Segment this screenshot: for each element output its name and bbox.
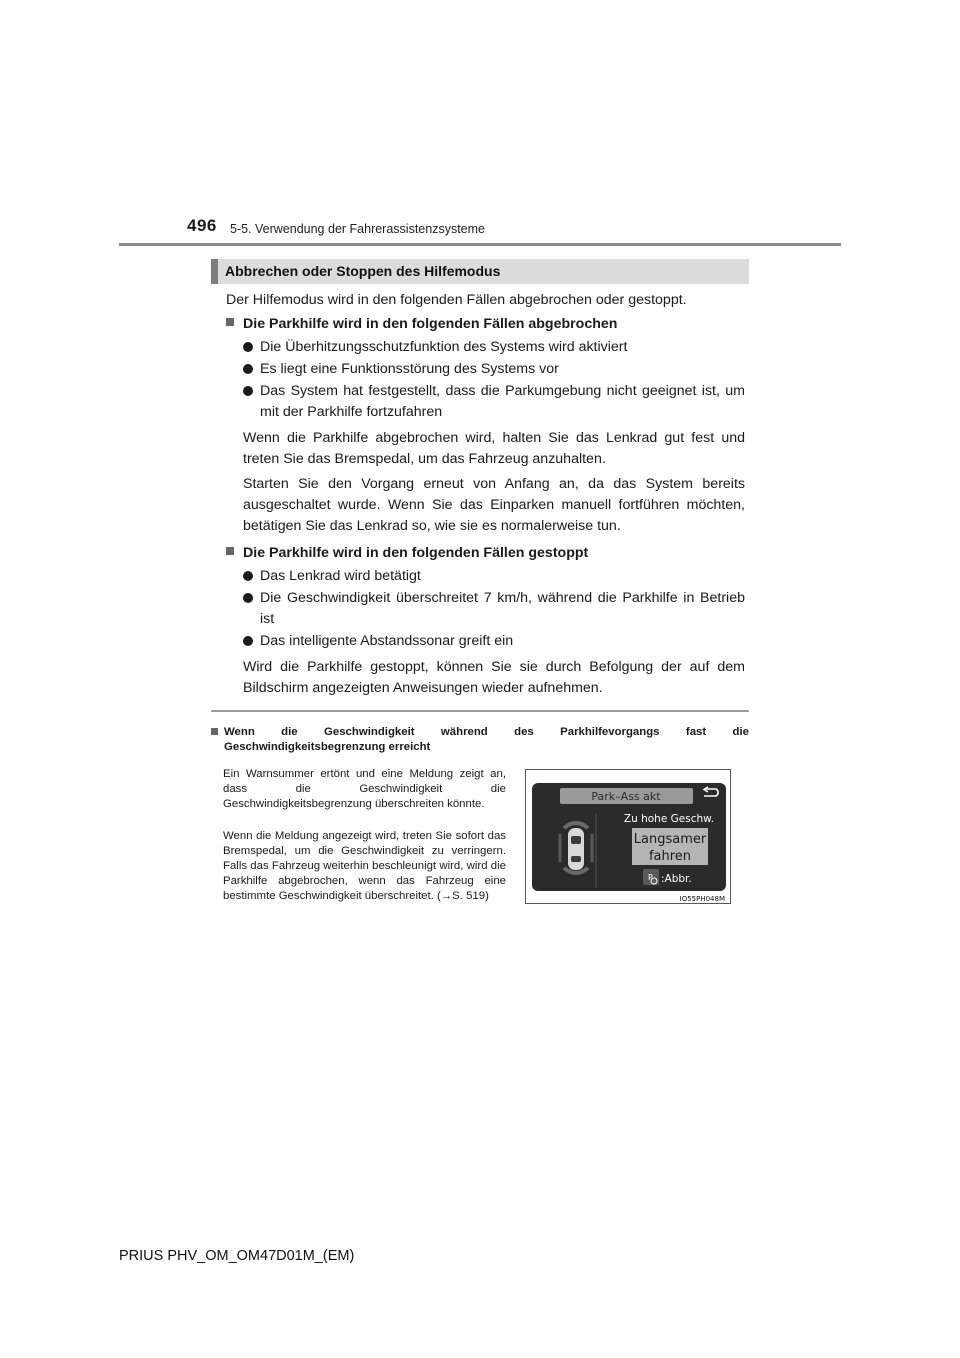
list-item-text: Das intelligente Abstandssonar greift ein — [260, 633, 514, 649]
list-item-text: Die Geschwindigkeit überschreitet 7 km/h, während die Parkhilfe in Betrieb ist — [260, 590, 745, 627]
list-item — [243, 337, 750, 358]
list-item — [243, 566, 750, 587]
park-assist-button-icon — [643, 869, 659, 885]
cancel-paragraph-2: Starten Sie den Vorgang erneut von Anfang an, da das System bereits ausgeschaltet wurde. Wenn Sie das Einparken manuell fortführen möchten, betätigen Sie das Lenkrad so, wie sie es normalerweise tun. — [243, 476, 745, 534]
bullet-dot-icon — [243, 636, 253, 646]
bullet-dot-icon — [243, 364, 253, 374]
section-bar — [211, 259, 749, 284]
section-bar-title: Abbrechen oder Stoppen des Hilfemodus — [225, 263, 501, 279]
list-item — [243, 588, 745, 630]
message-line-1: Langsamer — [633, 832, 707, 847]
square-bullet-icon — [226, 318, 234, 326]
cancel-paragraph-1: Wenn die Parkhilfe abgebrochen wird, halten Sie das Lenkrad gut fest und treten Sie das Bremspedal, um das Fahrzeug anzuhalten. — [243, 430, 745, 467]
note-heading — [211, 725, 749, 755]
list-item — [243, 631, 750, 652]
stop-heading — [226, 543, 750, 564]
note-separator — [211, 710, 749, 712]
note-heading-text: Wenn die Geschwindigkeit während des Parkhilfevorgangs fast die Geschwindigkeitsbegrenzung erreicht — [224, 726, 749, 753]
footer-code: PRIUS PHV_OM_OM47D01M_(EM) — [119, 1248, 355, 1264]
header-rule — [119, 243, 841, 246]
list-item-text: Die Überhitzungsschutzfunktion des Systems wird aktiviert — [260, 339, 628, 355]
stop-heading-text: Die Parkhilfe wird in den folgenden Fällen gestoppt — [243, 545, 589, 561]
list-item-text: Es liegt eine Funktionsstörung des Systems vor — [260, 361, 559, 377]
section-title: 5-5. Verwendung der Fahrerassistenzsysteme — [230, 222, 485, 236]
screen-title: Park–Ass akt — [591, 790, 661, 803]
cancel-label: :Abbr. — [661, 873, 692, 885]
stop-paragraph: Wird die Parkhilfe gestoppt, können Sie sie durch Befolgung der auf dem Bildschirm angezeigten Anweisungen wieder aufnehmen. — [243, 659, 745, 696]
section-bar-accent — [211, 259, 218, 284]
p-label: P — [648, 873, 653, 882]
note-paragraph-1: Ein Warnsummer ertönt und eine Meldung zeigt an, dass die Geschwindigkeit die Geschwindigkeitsbegrenzung überschreiten könnte. — [223, 768, 506, 810]
bullet-dot-icon — [243, 571, 253, 581]
cancel-heading — [226, 314, 750, 335]
display-figure — [525, 769, 731, 904]
list-item — [243, 359, 750, 380]
list-item-text: Das Lenkrad wird betätigt — [260, 568, 421, 584]
bullet-dot-icon — [243, 342, 253, 352]
bullet-dot-icon — [243, 593, 253, 603]
page-number: 496 — [187, 216, 217, 235]
square-bullet-icon — [226, 547, 234, 555]
car-icon — [568, 828, 584, 870]
intro-text: Der Hilfemodus wird in den folgenden Fällen abgebrochen oder gestoppt. — [226, 292, 687, 308]
figure-code: IO55PH048M — [679, 895, 725, 903]
list-item-text: Das System hat festgestellt, dass die Parkumgebung nicht geeignet ist, um mit der Parkhilfe fortzufahren — [260, 383, 745, 420]
cancel-heading-text: Die Parkhilfe wird in den folgenden Fällen abgebrochen — [243, 316, 618, 332]
note-paragraph-2: Wenn die Meldung angezeigt wird, treten Sie sofort das Bremspedal, um die Geschwindigkeit zu verringern. Falls das Fahrzeug weiterhin beschleunigt wird, wird die Parkhilfe abgebrochen, wenn das Fahrzeug eine bestimmte Geschwindigkeit überschreitet. (→S. 519) — [223, 830, 506, 902]
square-bullet-icon — [211, 728, 218, 735]
display-screen-illustration — [526, 770, 730, 903]
message-line-2: fahren — [648, 849, 692, 864]
list-item — [243, 381, 745, 423]
bullet-dot-icon — [243, 386, 253, 396]
warning-text: Zu hohe Geschw. — [623, 813, 715, 825]
